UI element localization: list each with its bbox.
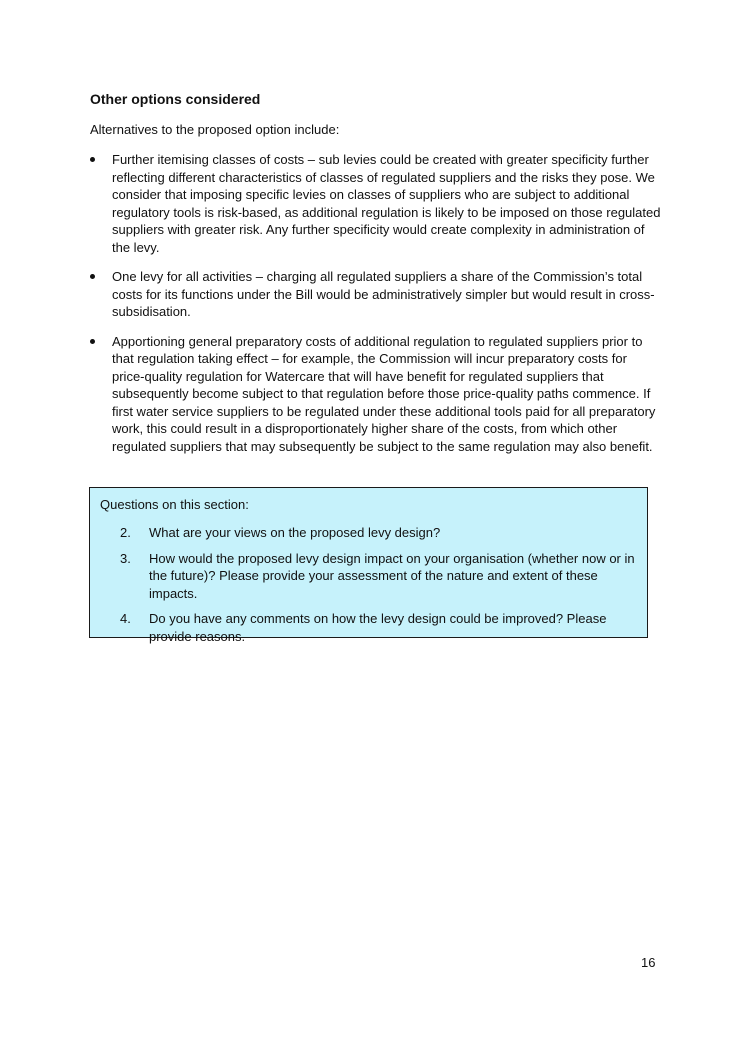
question-item bbox=[100, 524, 640, 542]
list-item-text: Apportioning general preparatory costs of additional regulation to regulated suppliers prior to that regulation taking effect – for example, the Commission will incur preparatory costs for price-quality regulation for Watercare that will have benefit for regulated suppliers that subsequently become subject to that regulation before those price-quality paths commence. If first water service suppliers to be regulated under these additional tools paid for all preparatory work, this could result in a disproportionately higher share of the costs, from which other regulated suppliers that may subsequently be subject to the same regulation may also benefit. bbox=[112, 333, 656, 454]
page-number: 16 bbox=[641, 955, 656, 970]
questions-box bbox=[89, 487, 648, 644]
question-item bbox=[100, 550, 640, 603]
list-item-text: Further itemising classes of costs – sub levies could be created with greater specificity further reflecting different characteristics of classes of regulated suppliers and the risks they pose. We consider that imposing specific levies on classes of suppliers who are subject to additional regulatory tools is risk-based, as additional regulation is likely to be imposed on those regulated suppliers with greater risk. Any further specificity would create complexity in administration of the levy. bbox=[112, 152, 661, 255]
questions-box-title: Questions on this section: bbox=[100, 497, 249, 512]
bullet-icon bbox=[90, 274, 95, 279]
list-item bbox=[90, 151, 662, 256]
list-item-text: One levy for all activities – charging all regulated suppliers a share of the Commission’s total costs for its functions under the Bill would be administratively simpler but would result in cross-subsidisation. bbox=[112, 269, 655, 319]
intro-paragraph: Alternatives to the proposed option include: bbox=[90, 122, 340, 137]
question-item bbox=[100, 610, 640, 645]
bullet-icon bbox=[90, 157, 95, 162]
question-number: 3. bbox=[120, 550, 131, 566]
section-heading: Other options considered bbox=[90, 91, 261, 107]
list-item bbox=[90, 268, 662, 321]
question-text: Do you have any comments on how the levy design could be improved? Please provide reasons. bbox=[149, 611, 607, 644]
question-number: 2. bbox=[120, 525, 131, 540]
list-item bbox=[90, 333, 662, 456]
question-text: How would the proposed levy design impact on your organisation (whether now or in the future)? Please provide your assessment of the nature and extent of these impacts. bbox=[149, 550, 635, 601]
options-list bbox=[90, 151, 662, 467]
question-number: 4. bbox=[120, 611, 131, 626]
bullet-icon bbox=[90, 339, 95, 344]
questions-list bbox=[100, 524, 640, 653]
question-text: What are your views on the proposed levy design? bbox=[149, 525, 441, 540]
